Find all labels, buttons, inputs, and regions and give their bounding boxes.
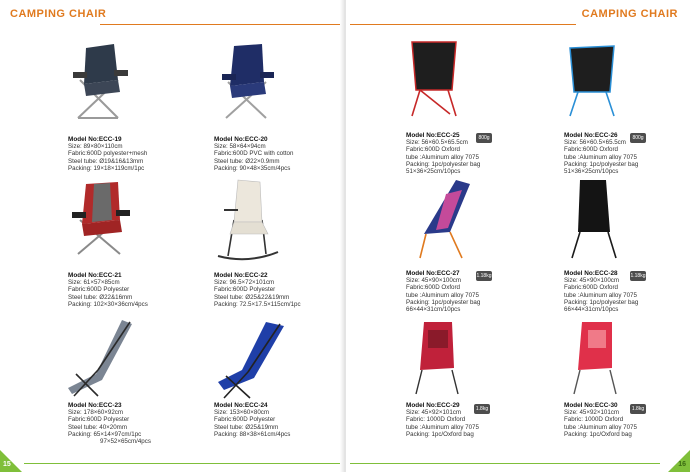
spec-tube: Steel tube: Ø22&16mm [68,293,133,301]
spec-fabric: Fabric:600D polyester+mesh [68,150,148,158]
spec-packing: Packing: 1pc/polyester bag [406,298,481,306]
product-ecc-23 [68,314,218,446]
right-header-rule [350,24,576,25]
right-footer-rule [350,463,660,464]
spec-size: Size: 45×90×100cm [564,277,620,285]
spec-ecc-25 [406,132,480,175]
spec-tube: tube :Aluminum alloy 7075 [406,423,479,431]
left-page-number: 15 [3,461,11,468]
spec-ecc-27 [406,270,480,313]
spec-size: Size: 45×92×101cm [406,409,462,417]
product-ecc-28 [564,178,690,314]
spec-fabric: Fabric:600D Oxford [406,284,460,292]
weight-badge: 1.8kg [475,406,489,412]
product-ecc-26 [564,40,690,176]
spec-ecc-29 [406,402,479,438]
spec-ecc-22 [214,272,301,308]
spec-fabric: Fabric:600D Polyester [214,416,276,424]
spec-tube: Steel tube: Ø25&22&19mm [214,293,290,301]
spec-size: Size: 153×60×80cm [214,409,270,417]
spec-fabric: Fabric: 1000D Oxford [406,416,466,424]
spec-fabric: Fabric:600D Oxford [406,146,460,154]
model-number: Model No:ECC-28 [564,270,618,277]
spec-packing: Packing: 102×30×36cm/4pcs [68,300,148,308]
spec-size: Size: 45×90×100cm [406,277,462,285]
product-ecc-27 [406,178,556,314]
spec-size: Size: 96.5×72×101cm [214,279,275,287]
spec-size: Size: 58×64×94cm [214,143,266,151]
spec-tube: Steel tube: Ø19&16&13mm [68,157,144,165]
spec-ecc-21 [68,272,148,308]
model-number: Model No:ECC-24 [214,402,268,409]
chair-ecc-26-image [564,38,690,124]
spec-packing: Packing: 1pc/Oxford bag [564,430,632,438]
weight-badge: 800g [630,133,646,143]
left-page [0,0,344,472]
weight-badge: 1.18kg [476,273,492,279]
model-number: Model No:ECC-21 [68,272,122,279]
spec-ecc-20 [214,136,293,172]
chair-ecc-27-image [406,178,556,264]
product-ecc-21 [68,176,218,308]
spec-ecc-28 [564,270,638,313]
spec-tube: tube :Aluminum alloy 7075 [564,423,637,431]
chair-ecc-30-image [564,318,690,404]
spec-packing-bulk: 51×36×25cm/10pcs [406,168,461,176]
spec-tube: Steel tube: 40×20mm [68,423,127,431]
spec-packing-bulk: 66×44×31cm/10pcs [406,306,461,314]
spec-ecc-26 [564,132,638,175]
weight-badge: 1.8kg [631,406,645,412]
left-header-title: CAMPING CHAIR [10,8,107,20]
spec-packing: Packing: 1pc/polyester bag [406,160,481,168]
chair-ecc-19-image [68,40,218,126]
spec-size: Size: 56×60.5×65.5cm [406,139,468,147]
spec-size: Size: 45×92×101cm [564,409,620,417]
left-header-rule [100,24,340,25]
spec-fabric: Fabric:600D Polyester [68,286,130,294]
spec-ecc-24 [214,402,290,438]
spec-packing: Packing: 19×18×119cm/1pc [68,164,145,172]
model-number: Model No:ECC-22 [214,272,268,279]
spec-tube: Steel tube: Ø25&19mm [214,423,279,431]
product-ecc-29 [406,318,556,438]
spec-packing: Packing: 65×14×97cm/1pc [68,430,142,438]
spec-ecc-23 [68,402,151,445]
chair-ecc-28-image [564,178,690,264]
right-page-number: 16 [678,461,686,468]
spec-packing: Packing: 72.5×17.5×115cm/1pc [214,300,301,308]
right-header-title: CAMPING CHAIR [581,8,678,20]
spec-tube: Steel tube: Ø22×0.9mm [214,157,280,165]
spec-tube: tube :Aluminum alloy 7075 [564,153,637,161]
spec-size: Size: 56×60.5×65.5cm [564,139,626,147]
spec-size: Size: 89×80×110cm [68,143,123,151]
spec-tube: tube :Aluminum alloy 7075 [406,291,479,299]
model-number: Model No:ECC-26 [564,132,618,139]
left-footer-rule [24,463,340,464]
model-number: Model No:ECC-27 [406,270,460,277]
spec-packing: Packing: 90×48×35cm/4pcs [214,164,291,172]
spec-fabric: Fabric:600D Polyester [214,286,276,294]
spec-packing: Packing: 1pc/polyester bag [564,298,639,306]
spec-packing: Packing: 88×38×61cm/4pcs [214,430,291,438]
spec-packing-bulk: 66×44×31cm/10pcs [564,306,619,314]
model-number: Model No:ECC-25 [406,132,460,139]
spec-ecc-19 [68,136,147,172]
model-number: Model No:ECC-23 [68,402,122,409]
product-ecc-19 [68,40,218,172]
weight-badge: 1.18kg [630,273,646,279]
chair-ecc-29-image [406,318,556,404]
model-number: Model No:ECC-29 [406,402,460,409]
product-ecc-25 [406,40,556,176]
model-number: Model No:ECC-20 [214,136,268,143]
weight-badge: 800g [476,133,492,143]
spec-size: Size: 178×60×92cm [68,409,124,417]
spec-packing: Packing: 1pc/Oxford bag [406,430,474,438]
spec-size: Size: 61×57×85cm [68,279,120,287]
spec-ecc-30 [564,402,637,438]
chair-ecc-23-image [68,314,218,400]
spec-fabric: Fabric:600D PVC with cotton [214,150,294,158]
spec-tube: tube :Aluminum alloy 7075 [564,291,637,299]
product-ecc-30 [564,318,690,438]
spec-packing: Packing: 1pc/polyester bag [564,160,639,168]
spec-fabric: Fabric:600D Oxford [564,146,618,154]
spec-fabric: Fabric:600D Polyester [68,416,130,424]
spec-tube: tube :Aluminum alloy 7075 [406,153,479,161]
chair-ecc-25-image [406,38,556,124]
spec-fabric: Fabric:600D Oxford [564,284,618,292]
chair-ecc-21-image [68,176,218,262]
spec-packing-bulk: 51×36×25cm/10pcs [564,168,619,176]
right-page [346,0,690,472]
model-number: Model No:ECC-30 [564,402,618,409]
model-number: Model No:ECC-19 [68,136,122,143]
spec-fabric: Fabric: 1000D Oxford [564,416,624,424]
spec-packing-bulk: 97×52×65cm/4pcs [100,438,151,446]
